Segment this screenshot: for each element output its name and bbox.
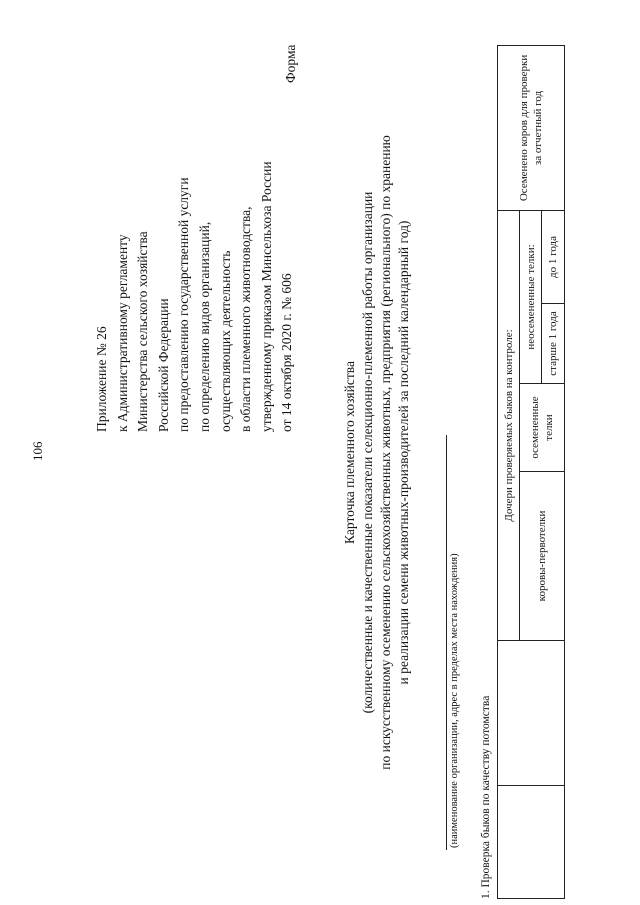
appendix-line: к Административному регламенту xyxy=(114,234,130,432)
appendix-block xyxy=(92,161,298,432)
card-subtitle-line: по искусственному осеменению сельскохозяйственных животных, предприятия (регионального) по хранению xyxy=(378,135,393,770)
organization-caption: (наименование организации, адрес в пределах места нахождения) xyxy=(449,553,460,848)
cows-first-calf-header-cell: коровы-первотелки xyxy=(520,472,565,641)
card-title: Карточка племенного хозяйства xyxy=(342,361,357,544)
bull-progeny-table xyxy=(497,45,565,899)
table-header-row xyxy=(498,45,520,898)
non-inseminated-heifers-header-cell: неосемененные телки: xyxy=(520,210,542,383)
up-to-1-year-header-cell: до 1 года xyxy=(542,210,565,303)
daughters-header-cell: Дочери проверяемых быков на контроле: xyxy=(498,210,520,640)
table-cell-empty xyxy=(498,641,565,786)
card-title-block xyxy=(341,0,413,905)
appendix-line: Приложение № 26 xyxy=(94,326,109,432)
card-subtitle-line: (количественные и качественные показатели селекционно-племенной работы организации xyxy=(360,191,375,714)
page-number: 106 xyxy=(30,441,45,461)
inseminated-cows-header-cell: Осеменено коров для проверки за отчетный год xyxy=(498,45,565,210)
older-1-year-header-cell: старше 1 года xyxy=(542,304,565,384)
appendix-line: Российской Федерации xyxy=(155,298,171,432)
appendix-line: утвержденному приказом Минсельхоза России xyxy=(258,161,274,432)
appendix-line: по предоставлению государственной услуги xyxy=(176,177,192,432)
appendix-line: по определению видов организаций, xyxy=(196,221,212,432)
appendix-line: Министерства сельского хозяйства xyxy=(135,231,151,432)
form-label: Форма xyxy=(283,44,298,83)
table-cell-empty xyxy=(498,786,565,899)
section-title: 1. Проверка быков по качеству потомства xyxy=(480,695,492,899)
inseminated-heifers-header-cell: осемененные телки xyxy=(520,384,565,472)
appendix-line: в области племенного животноводства, xyxy=(238,206,254,432)
organization-name-line xyxy=(446,435,447,850)
appendix-line: от 14 октября 2020 г. № 606 xyxy=(279,273,295,432)
appendix-line: осуществляющих деятельность xyxy=(217,250,233,432)
card-subtitle-line: и реализации семени животных-производителей за последний календарный год) xyxy=(396,220,411,685)
